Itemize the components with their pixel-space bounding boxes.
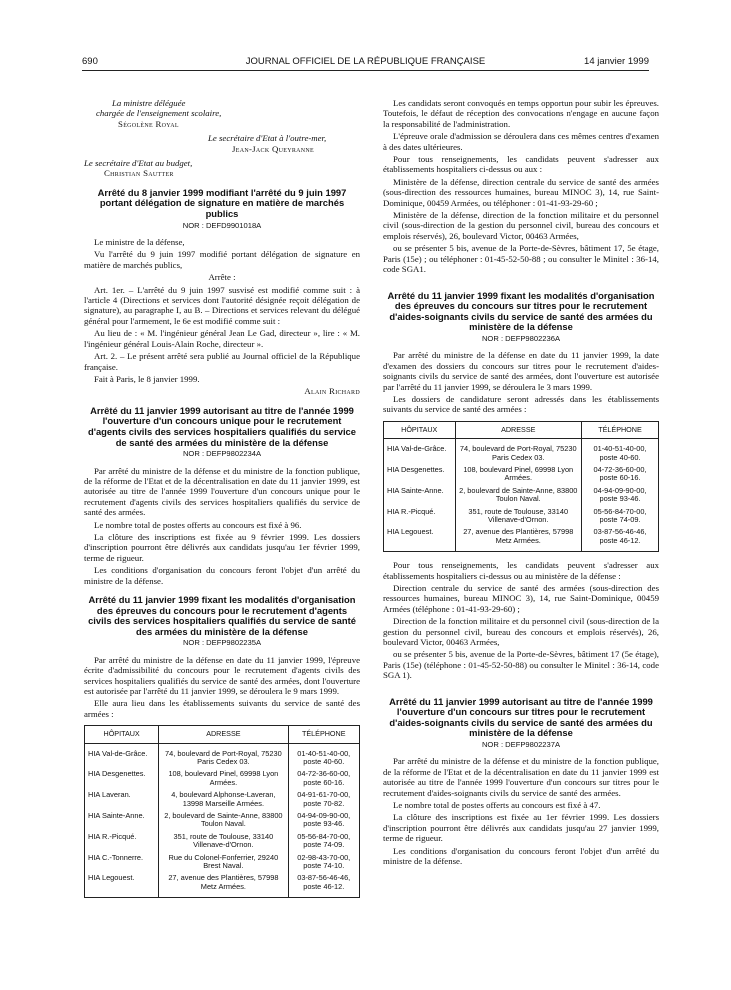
paragraph: Le nombre total de postes offerts au concours est fixé à 47.	[393, 800, 601, 811]
hospital-cell: HIA Legouest.	[384, 526, 456, 551]
paragraph: ou se présenter 5 bis, avenue de la Porte-de-Sèvres, bâtiment 17, 5e étage, Paris (15e) ; ou téléphoner : 01-45-52-50-88 ; ou consulter le Minitel : 36-14, code SGA1.	[383, 243, 659, 275]
paragraph: Art. 1er. – L'arrêté du 9 juin 1997 susvisé est modifié comme suit : à l'article 4 (Directions et services dont l'autorité désignée reçoit délégation de signature), au paragraphe I, au B. – Directions et services relevant du délégué général pour l'armement, le 6e est modifié comme suit :	[84, 284, 360, 326]
hospital-cell: HIA Desgenettes.	[384, 464, 456, 485]
issue-date: 14 janvier 1999	[584, 56, 649, 67]
signatory-title: chargée de l'enseignement scolaire,	[96, 108, 222, 119]
hospital-table	[84, 725, 360, 898]
paragraph: La clôture des inscriptions est fixée au 9 février 1999. Les dossiers d'inscription pourront être délivrés aux candidats jusqu'au 1er février 1999, terme de rigueur.	[84, 531, 360, 563]
column-header: HÔPITAUX	[85, 726, 159, 743]
paragraph: Les conditions d'organisation du concours feront l'objet d'un arrêté du ministre de la défense.	[84, 565, 360, 586]
header-rule	[82, 70, 649, 71]
paragraph: Fait à Paris, le 8 janvier 1999.	[94, 373, 200, 384]
article-title: Arrêté du 11 janvier 1999 fixant les modalités d'organisation des épreuves du concours pour le recrutement d'agents civils des services hospitaliers qualifiés du service de santé des armées du ministère de la défense	[88, 593, 356, 637]
signatory-title: Le secrétaire d'Etat au budget,	[84, 158, 193, 169]
phone-cell: 01-40-51-40-00, poste 40-60.	[582, 439, 659, 464]
signatory-title: Le secrétaire d'Etat à l'outre-mer,	[208, 133, 327, 144]
nor-reference: NOR : DEFD9901018A	[182, 220, 262, 230]
address-cell: 74, boulevard de Port-Royal, 75230 Paris Cedex 03.	[159, 743, 288, 768]
column-header: ADRESSE	[455, 421, 582, 438]
hospital-cell: HIA Desgenettes.	[85, 768, 159, 789]
right-column	[383, 98, 659, 869]
phone-cell: 05-56-84-70-00, poste 74-09.	[582, 506, 659, 527]
paragraph: Les dossiers de candidature seront adressés dans les établissements suivants du service de santé des armées :	[383, 393, 659, 415]
address-cell: 74, boulevard de Port-Royal, 75230 Paris Cedex 03.	[455, 439, 582, 464]
phone-cell: 05-56-84-70-00, poste 74-09.	[288, 831, 360, 852]
paragraph: Les candidats seront convoqués en temps opportun pour subir les épreuves. Toutefois, le défaut de réception des convocations n'engage en aucune façon la responsabilité de l'administration.	[383, 98, 659, 129]
address-cell: 4, boulevard Alphonse-Laveran, 13998 Marseille Armées.	[159, 789, 288, 810]
signature-block	[84, 98, 360, 179]
address-cell: 351, route de Toulouse, 33140 Villenave-d'Ornon.	[455, 506, 582, 527]
phone-cell: 04-91-61-70-00, poste 70-82.	[288, 789, 360, 810]
column-header: HÔPITAUX	[384, 421, 456, 438]
article-title: Arrêté du 11 janvier 1999 autorisant au titre de l'année 1999 l'ouverture d'un concours unique pour le recrutement d'agents civils des services hospitaliers qualifiés du service de santé des armées du ministère de la défense	[88, 404, 356, 448]
paragraph: Par arrêté du ministre de la défense et du ministre de la fonction publique, de la réforme de l'Etat et de la décentralisation en date du 11 janvier 1999 est autorisée au titre de l'année 1999 l'ouverture d'un concours sur titres pour le recrutement d'aides-soignants civils du service de santé des armées.	[383, 756, 659, 798]
hospital-cell: HIA R.-Picqué.	[384, 506, 456, 527]
paragraph: Ministère de la défense, direction centrale du service de santé des armées (sous-direction des ressources humaines, bureau MINOC 3), 14, rue Saint-Dominique, 00459 Armées, ou téléphoner : 01-41-93-29-60 ;	[383, 176, 659, 208]
hospital-cell: HIA Val-de-Grâce.	[384, 439, 456, 464]
signatory-title: La ministre déléguée	[112, 98, 186, 108]
page-number: 690	[82, 56, 98, 67]
address-cell: 351, route de Toulouse, 33140 Villenave-d'Ornon.	[159, 831, 288, 852]
hospital-cell: HIA R.-Picqué.	[85, 831, 159, 852]
nor-reference: NOR : DEFP9802236A	[481, 333, 561, 343]
paragraph: Pour tous renseignements, les candidats peuvent s'adresser aux établissements hospitaliers ci-dessus ou au ministère de la défense :	[383, 560, 659, 581]
paragraph: Direction de la fonction militaire et du personnel civil (sous-direction de la gestion du personnel civil, bureau des concours et emplois réservés), 26, boulevard Victor, 00463 Armées,	[383, 616, 659, 648]
table-row	[85, 743, 360, 768]
address-cell: 27, avenue des Plantières, 57998 Metz Armées.	[455, 526, 582, 551]
paragraph: ou se présenter 5 bis, avenue de la Porte-de-Sèvres, bâtiment 17 (5e étage), Paris (15e) (téléphone : 01-45-52-50-88) ou consulter le Minitel : 36-14, code SGA 1).	[383, 649, 659, 681]
article-title: Arrêté du 11 janvier 1999 fixant les modalités d'organisation des épreuves du concours sur titres pour le recrutement d'aides-soignants civils du service de santé des armées du ministère de la défense	[387, 289, 655, 333]
nor-reference: NOR : DEFP9802234A	[182, 449, 262, 459]
paragraph: Art. 2. – Le présent arrêté sera publié au Journal officiel de la République française.	[84, 351, 360, 372]
paragraph: La clôture des inscriptions est fixée au 1er février 1999. Les dossiers d'inscription pourront être délivrés aux candidats jusqu'au 27 janvier 1999, terme de rigueur.	[383, 812, 659, 844]
column-header: ADRESSE	[159, 726, 288, 743]
table-row	[384, 506, 659, 527]
paragraph: Direction centrale du service de santé des armées (sous-direction des ressources humaines, bureau MINOC 3), 14, rue Saint-Dominique, 00459 Armées (téléphone : 01-41-93-29-60) ;	[383, 583, 659, 614]
nor-reference: NOR : DEFP9802235A	[182, 638, 262, 648]
address-cell: 2, boulevard de Sainte-Anne, 83800 Toulon Naval.	[159, 810, 288, 831]
hospital-cell: HIA Laveran.	[85, 789, 159, 810]
address-cell: 27, avenue des Plantières, 57998 Metz Armées.	[159, 872, 288, 897]
phone-cell: 03-87-56-46-46, poste 46-12.	[582, 526, 659, 551]
paragraph: Vu l'arrêté du 9 juin 1997 modifié portant délégation de signature en matière de marchés publics,	[84, 249, 360, 270]
table-row	[85, 810, 360, 831]
table-row	[384, 526, 659, 551]
signatory-name: Jean-Jack Queyranne	[232, 143, 315, 154]
address-cell: 108, boulevard Pinel, 69998 Lyon Armées.	[455, 464, 582, 485]
signatory-name: Alain Richard	[304, 386, 360, 397]
phone-cell: 03-87-56-46-46, poste 46-12.	[288, 872, 360, 897]
paragraph: Au lieu de : « M. l'ingénieur général Jean Le Gad, directeur », lire : « M. l'ingénieur général Louis-Alain Roche, directeur ».	[84, 328, 360, 349]
paragraph: Pour tous renseignements, les candidats peuvent s'adresser aux établissements hospitaliers ci-dessus ou aux :	[383, 154, 659, 175]
signatory-name: Christian Sautter	[104, 168, 174, 179]
paragraph: Les conditions d'organisation du concours feront l'objet d'un arrêté du ministre de la défense.	[383, 845, 659, 867]
paragraph: Par arrêté du ministre de la défense en date du 11 janvier 1999, la date d'examen des dossiers du concours sur titres pour le recrutement d'aides-soignants civils du service de santé des armées, dont l'ouverture est autorisée par l'arrêté du 11 janvier 1999, se déroulera le 3 mars 1999.	[383, 350, 659, 392]
article-title: Arrêté du 11 janvier 1999 autorisant au titre de l'année 1999 l'ouverture d'un concours sur titres pour le recrutement d'aides-soignants civils du service de santé des armées du ministère de la défense	[389, 695, 653, 739]
signatory-name: Ségolène Royal	[118, 118, 179, 129]
journal-title: JOURNAL OFFICIEL DE LA RÉPUBLIQUE FRANÇAISE	[245, 56, 486, 67]
column-header: TÉLÉPHONE	[288, 726, 360, 743]
phone-cell: 01-40-51-40-00, poste 40-60.	[288, 743, 360, 768]
paragraph: Elle aura lieu dans les établissements suivants du service de santé des armées :	[84, 698, 360, 719]
phone-cell: 04-94-09-90-00, poste 93-46.	[288, 810, 360, 831]
phone-cell: 02-98-43-70-00, poste 74-10.	[288, 852, 360, 873]
table-row	[85, 831, 360, 852]
table-row	[85, 789, 360, 810]
left-column	[84, 98, 360, 906]
phone-cell: 04-94-09-90-00, poste 93-46.	[582, 485, 659, 506]
hospital-cell: HIA Sainte-Anne.	[85, 810, 159, 831]
phone-cell: 04-72-36-60-00, poste 60-16.	[288, 768, 360, 789]
hospital-table	[383, 421, 659, 552]
paragraph: Le nombre total de postes offerts au concours est fixé à 96.	[94, 519, 302, 530]
paragraph: Par arrêté du ministre de la défense et du ministre de la fonction publique, de la réforme de l'Etat et de la décentralisation en date du 11 janvier 1999, est autorisée au titre de l'année 1999 l'ouverture d'un concours unique pour le recrutement d'agents civils des services hospitaliers qualifiés du service de santé des armées.	[84, 465, 360, 518]
hospital-cell: HIA Sainte-Anne.	[384, 485, 456, 506]
column-header: TÉLÉPHONE	[582, 421, 659, 438]
phone-cell: 04-72-36-60-00, poste 60-16.	[582, 464, 659, 485]
page-header	[82, 56, 649, 70]
address-cell: Rue du Colonel-Fonferrier, 29240 Brest Naval.	[159, 852, 288, 873]
nor-reference: NOR : DEFP9802237A	[481, 740, 561, 750]
hospital-cell: HIA Val-de-Grâce.	[85, 743, 159, 768]
table-row	[384, 439, 659, 464]
table-row	[85, 852, 360, 873]
table-row	[85, 872, 360, 897]
paragraph: Le ministre de la défense,	[94, 237, 185, 248]
article-title: Arrêté du 8 janvier 1999 modifiant l'arrêté du 9 juin 1997 portant délégation de signature en matière de marchés publics	[97, 186, 347, 220]
hospital-cell: HIA C.-Tonnerre.	[85, 852, 159, 873]
paragraph: L'épreuve orale d'admission se déroulera dans ces mêmes centres d'examen à des dates ultérieures.	[383, 131, 659, 152]
table-row	[85, 768, 360, 789]
paragraph: Arrête :	[208, 272, 236, 283]
paragraph: Ministère de la défense, direction de la fonction militaire et du personnel civil (sous-direction de la gestion du personnel civil, bureau des concours et emplois réservés), 26, boulevard Victor, 00463 Armées,	[383, 210, 659, 241]
address-cell: 108, boulevard Pinel, 69998 Lyon Armées.	[159, 768, 288, 789]
table-row	[384, 464, 659, 485]
address-cell: 2, boulevard de Sainte-Anne, 83800 Toulon Naval.	[455, 485, 582, 506]
paragraph: Par arrêté du ministre de la défense en date du 11 janvier 1999, l'épreuve écrite d'admissibilité du concours pour le recrutement d'agents civils des services hospitaliers qualifiés du service de santé des armées, dont l'ouverture est autorisée par l'arrêté du 11 janvier 1999, se déroulera le 9 mars 1999.	[84, 654, 360, 696]
hospital-cell: HIA Legouest.	[85, 872, 159, 897]
table-row	[384, 485, 659, 506]
